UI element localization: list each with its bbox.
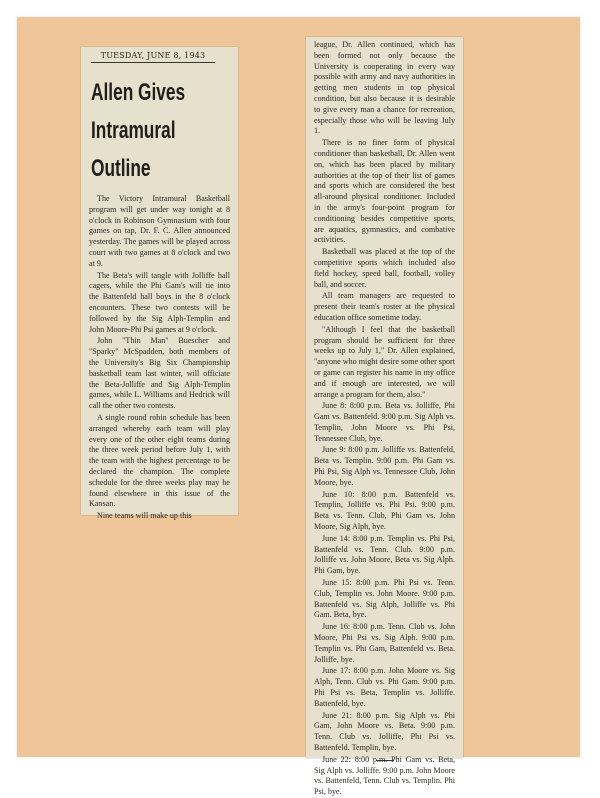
clipping-left-column	[81, 47, 238, 521]
paragraph: Nine teams will make up this	[97, 511, 192, 521]
paragraph: John "Thin Man" Buescher and "Sparky" McSpadden, both members of the University's Big Six Championship basketball team last winter, will officiate the Beta-Jolliffe and Sig Alph-Templin games, while L. Williams and Hedrick will call the other two contests.	[89, 336, 230, 411]
schedule-entry: June 16: 8:00 p.m. Tenn. Club vs. John Moore, Phi Psi vs. Sig Alph. 9:00 p.m. Templin vs. Phi Gam, Battenfeld vs. Beta. Jolliffe, bye.	[314, 622, 455, 664]
end-rule	[376, 755, 394, 761]
schedule-entry: June 15: 8:00 p.m. Phi Psi vs. Tenn. Club, Templin vs. John Moore. 9:00 p.m. Battenfeld vs. Sig Alph, Jolliffe vs. Phi Gam. Beta, bye.	[314, 578, 455, 620]
paragraph: The Victory Intramural Basketball program will get under way tonight at 8 o'clock in Robinson Gymnasium with four games on tap, Dr. F. C. Allen announced yesterday. The games will be played across court with two games at 8 o'clock and two at 9.	[89, 194, 230, 268]
headline-line-1: Allen Gives	[91, 79, 186, 106]
headline-line-2: Intramural	[91, 117, 176, 144]
paragraph: All team managers are requested to present their team's roster at the physical education office sometime today.	[314, 291, 455, 322]
clipping-right-column	[306, 37, 463, 797]
paragraph: Basketball was placed at the top of the competitive sports which included also field hockey, speed ball, football, volley ball, and soccer.	[314, 247, 455, 289]
article-body-left	[89, 194, 230, 522]
headline	[91, 74, 185, 188]
schedule-entry: June 8: 8:00 p.m. Beta vs. Jolliffe, Phi Gam vs. Battenfeld. 9:00 p.m. Sig Alph vs. Templin, John Moore vs. Phi Psi, Tennessee Club, bye.	[314, 401, 455, 443]
headline-line-3: Outline	[91, 155, 151, 182]
paragraph: A single round robin schedule has been arranged whereby each team will play every one of the other eight teams during the three week period before July 1, with the team with the highest percentage to be declared the champion. The complete schedule for the three weeks play may be found elsewhere in this issue of the Kansan.	[89, 412, 230, 509]
dateline: TUESDAY, JUNE 8, 1943	[91, 51, 215, 63]
paragraph: There is no finer form of physical conditioner than basketball, Dr. Allen went on, which has been placed by military authorities at the top of their list of games and sports which are considered the best all-around physical conditioner. Included in the army's four-point program for conditioning besides competitive sports, are aquatics, gymnastics, and combative activities.	[314, 138, 455, 245]
schedule-entry: June 10: 8:00 p.m. Battenfeld vs. Templin, Jolliffe vs. Phi Psi. 9:00 p.m. Beta vs. Tenn. Club, Phi Gam vs. John Moore, Sig Alph, bye.	[314, 489, 455, 532]
schedule-entry: June 9: 8:00 p.m. Jolliffe vs. Battenfeld, Beta vs. Templin. 9:00 p.m. Phi Gam vs. Phi Psi, Sig Alph vs. Tennessee Club, John Moore, bye.	[314, 445, 455, 487]
article-body-right	[314, 40, 455, 798]
paragraph: The Beta's will tangle with Jolliffe hall cagers, while the Phi Gam's will tie into the Battenfeld hall boys in the 8 o'clock encounters. These two contests will be followed by the Sig Alph-Templin and John Moore-Phi Psi games at 9 o'clock.	[89, 270, 230, 334]
schedule-entry: June 22: 8:00 p.m. Phi Gam vs. Beta, Sig Alph vs. Jolliffe. 9:00 p.m. John Moore vs. Battenfeld, Tenn. Club vs. Templin. Phi Psi, bye.	[314, 754, 455, 797]
schedule-entry: June 21: 8:00 p.m. Sig Alph vs. Phi Gam, John Moore vs. Beta. 9:00 p.m. Tenn. Club vs. Jolliffe, Phi Psi vs. Battenfeld. Templin, bye.	[314, 710, 455, 752]
scrapbook-page	[17, 17, 580, 797]
paragraph: league, Dr. Allen continued, which has been formed not only because the University is cooperating in every way possible with army and navy authorities in getting men students in top physical condition, but also because it is desirable to give every man a chance for recreation, especially those who will be leaving July 1.	[314, 40, 455, 136]
schedule-entry: June 14: 8:00 p.m. Templin vs. Phi Psi, Battenfeld vs. Tenn. Club. 9:00 p.m. Jolliffe vs. John Moore, Beta vs. Sig Alph. Phi Gam, bye.	[314, 533, 455, 576]
schedule-entry: June 17: 8:00 p.m. John Moore vs. Sig Alph, Tenn. Club vs. Phi Gam. 9:00 p.m. Phi Psi vs. Beta, Templin vs. Jolliffe. Battenfeld, bye.	[314, 666, 455, 708]
paragraph: "Although I feel that the basketball program should be sufficient for three weeks up to July 1," Dr. Allen explained, "anyone who might desire some other sport or game can register his name in my office and if enough are interested, we will arrange a program for them, also."	[314, 324, 455, 399]
